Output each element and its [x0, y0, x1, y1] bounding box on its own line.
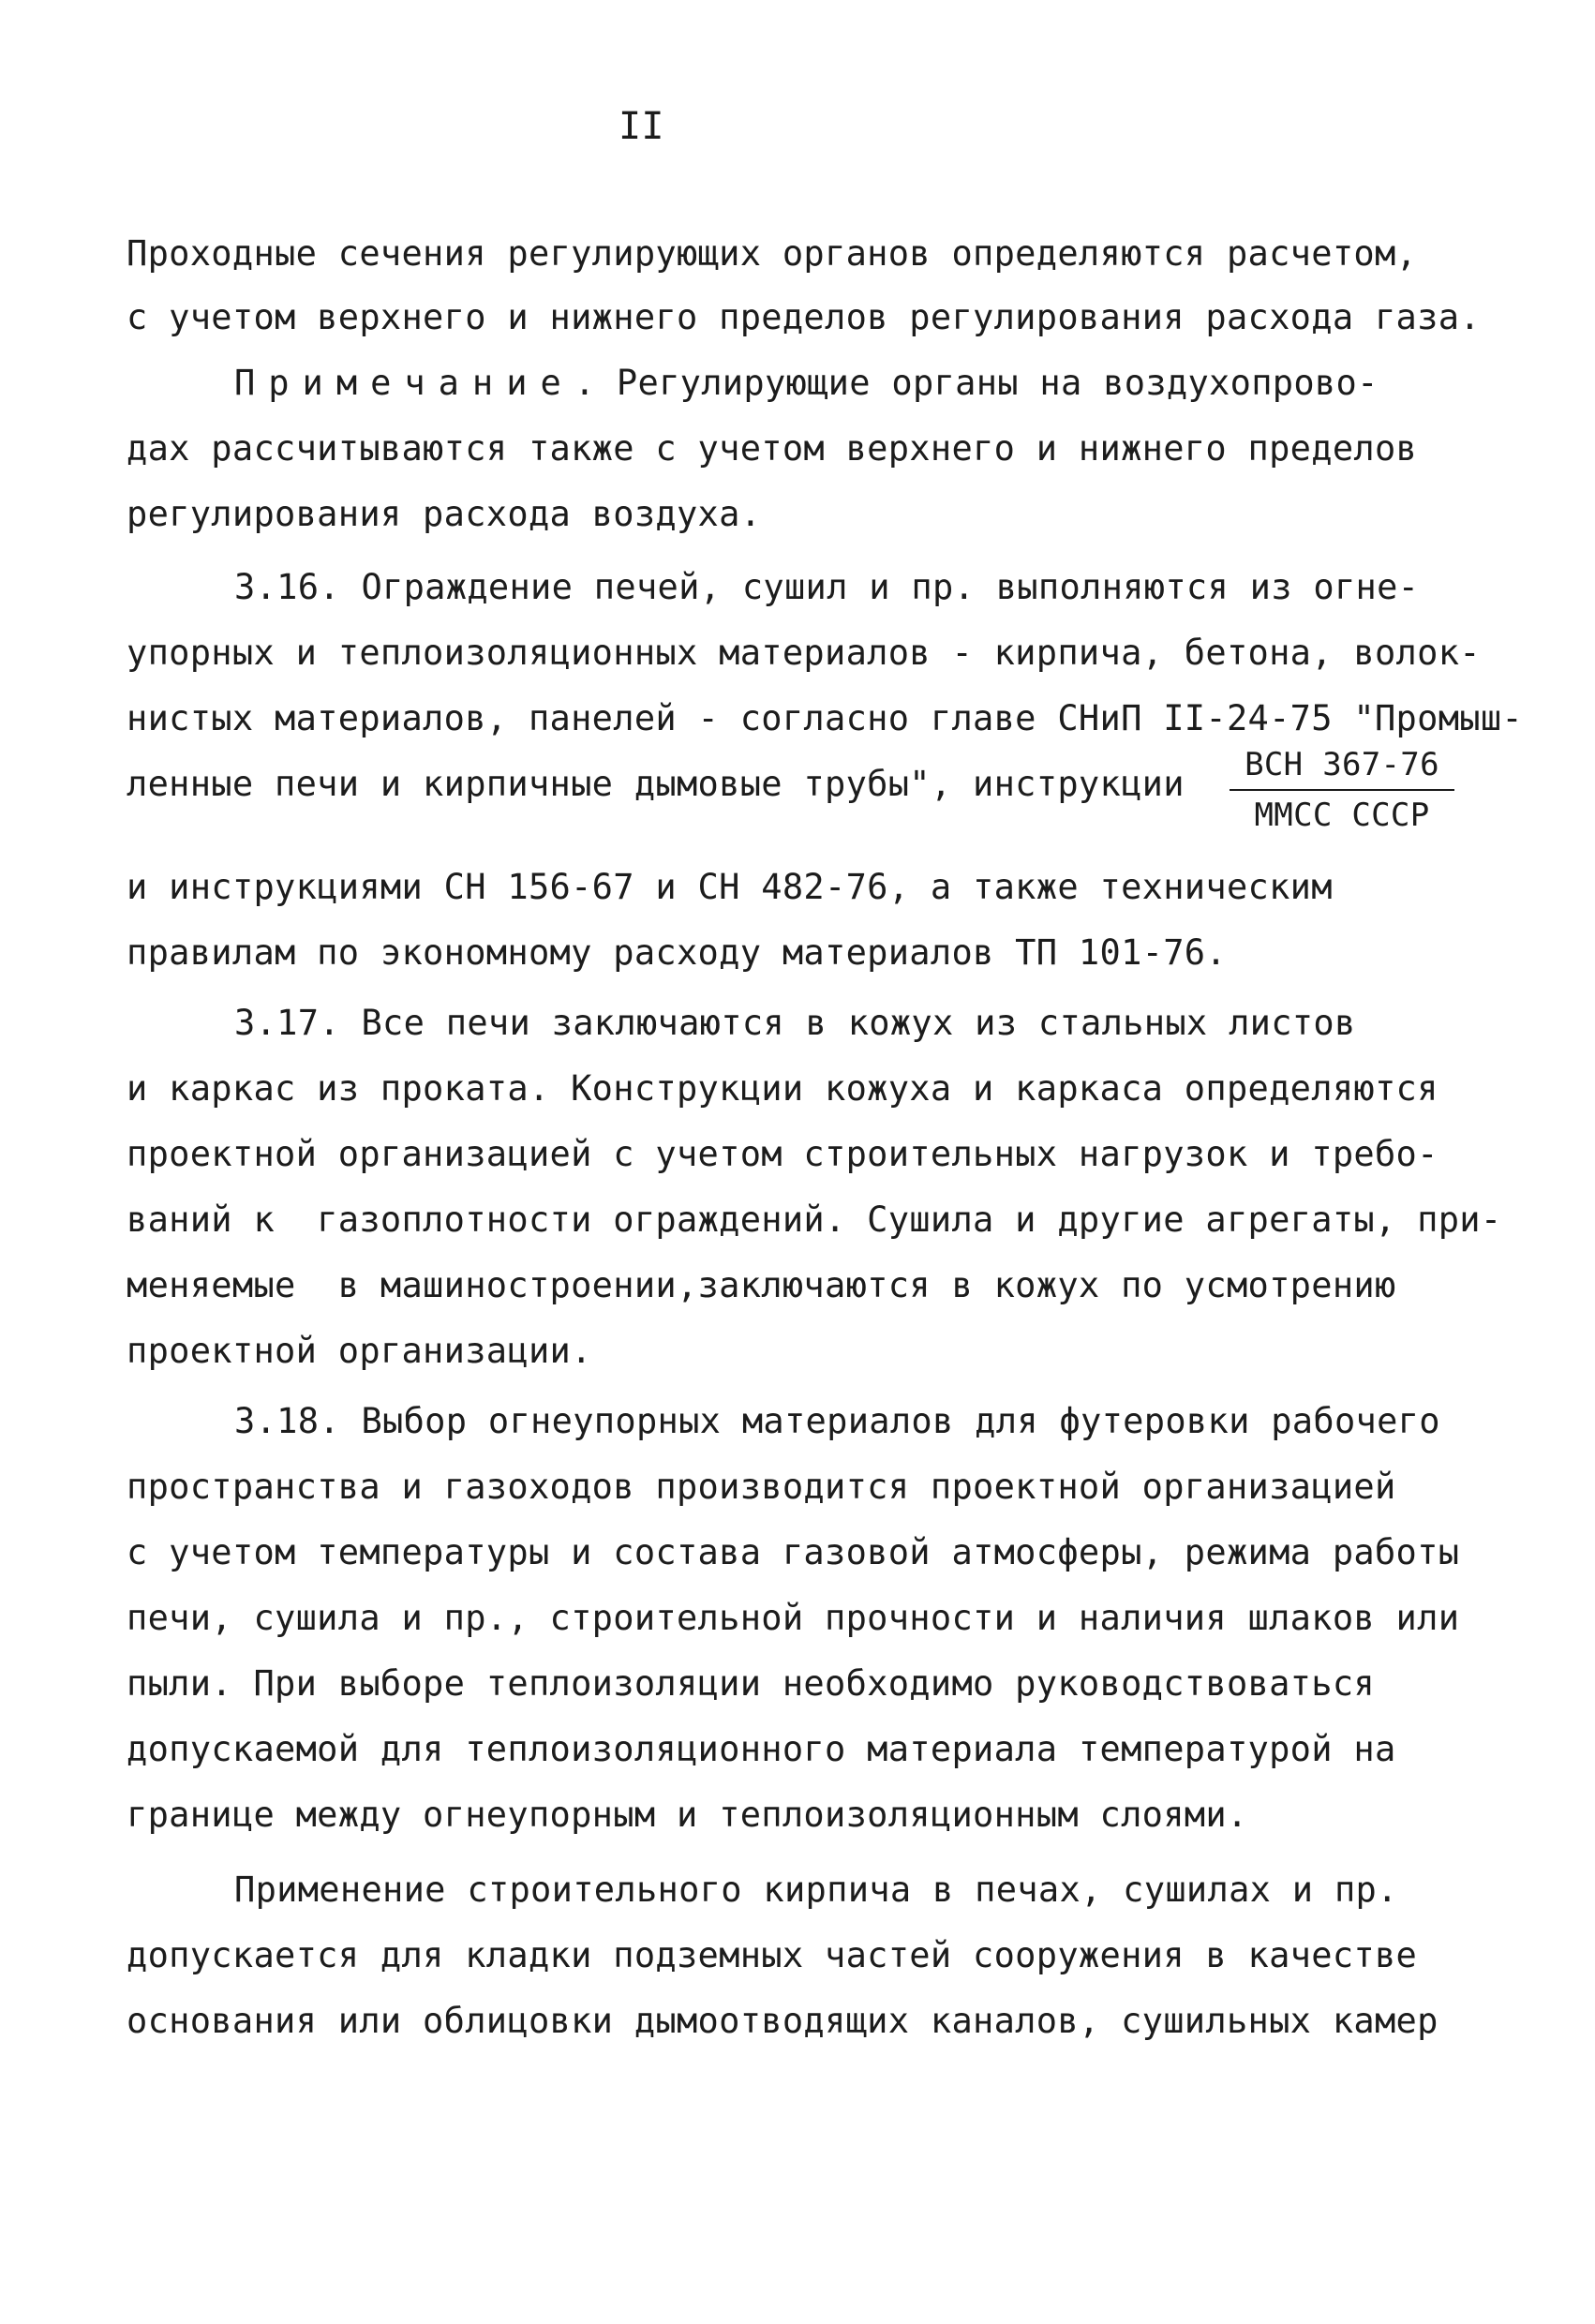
text-line: границе между огнеупорным и теплоизоляционным слоями.: [127, 1795, 1248, 1835]
text-line: дах рассчитываются также с учетом верхнего и нижнего пределов: [127, 428, 1418, 469]
text-line: правилам по экономному расходу материалов ТП 101-76.: [127, 932, 1227, 973]
text-line: допускается для кладки подземных частей сооружения в качестве: [127, 1935, 1418, 1975]
note-line: [234, 363, 1379, 403]
text-line: упорных и теплоизоляционных материалов - кирпича, бетона, волок-: [127, 633, 1481, 673]
text-line: и каркас из проката. Конструкции кожуха и каркаса определяются: [127, 1068, 1438, 1109]
text-line: пространства и газоходов производится проектной организацией: [127, 1467, 1396, 1507]
text-line: с учетом верхнего и нижнего пределов регулирования расхода газа.: [127, 297, 1481, 337]
note-label: Примечание: [234, 363, 574, 403]
text-line: допускаемой для теплоизоляционного материала температурой на: [127, 1729, 1396, 1769]
text-line: регулирования расхода воздуха.: [127, 494, 762, 534]
text-line: проектной организации.: [127, 1331, 592, 1371]
text-line: основания или облицовки дымоотводящих каналов, сушильных камер: [127, 2001, 1438, 2041]
text-line: с учетом температуры и состава газовой атмосферы, режима работы: [127, 1532, 1460, 1572]
text-line: печи, сушила и пр., строительной прочности и наличия шлаков или: [127, 1598, 1460, 1638]
text-line: Применение строительного кирпича в печах, сушилах и пр.: [234, 1870, 1398, 1910]
text-line: ваний к газоплотности ограждений. Сушила и другие агрегаты, при-: [127, 1199, 1502, 1240]
text-line: пыли. При выборе теплоизоляции необходимо руководствоваться: [127, 1663, 1375, 1704]
text-line: проектной организацией с учетом строительных нагрузок и требо-: [127, 1134, 1438, 1174]
instruction-fraction: [1230, 746, 1454, 834]
note-text: . Регулирующие органы на воздухопрово-: [574, 363, 1379, 403]
text-line: нистых материалов, панелей - согласно главе СНиП II-24-75 "Промыш-: [127, 698, 1524, 738]
page-number: II: [619, 105, 664, 148]
section-3-18-heading: 3.18. Выбор огнеупорных материалов для футеровки рабочего: [234, 1401, 1440, 1441]
fraction-numerator: ВСН 367-76: [1230, 746, 1454, 791]
section-3-17-heading: 3.17. Все печи заключаются в кожух из стальных листов: [234, 1003, 1356, 1043]
text-line: и инструкциями СН 156-67 и СН 482-76, а также техническим: [127, 867, 1333, 907]
fraction-denominator: ММСС СССР: [1254, 797, 1430, 834]
text-line: меняемые в машиностроении,заключаются в кожух по усмотрению: [127, 1265, 1396, 1305]
text-line: ленные печи и кирпичные дымовые трубы", инструкции: [127, 764, 1185, 804]
text-line: Проходные сечения регулирующих органов определяются расчетом,: [127, 233, 1418, 274]
section-3-16-heading: 3.16. Ограждение печей, сушил и пр. выполняются из огне-: [234, 567, 1420, 607]
